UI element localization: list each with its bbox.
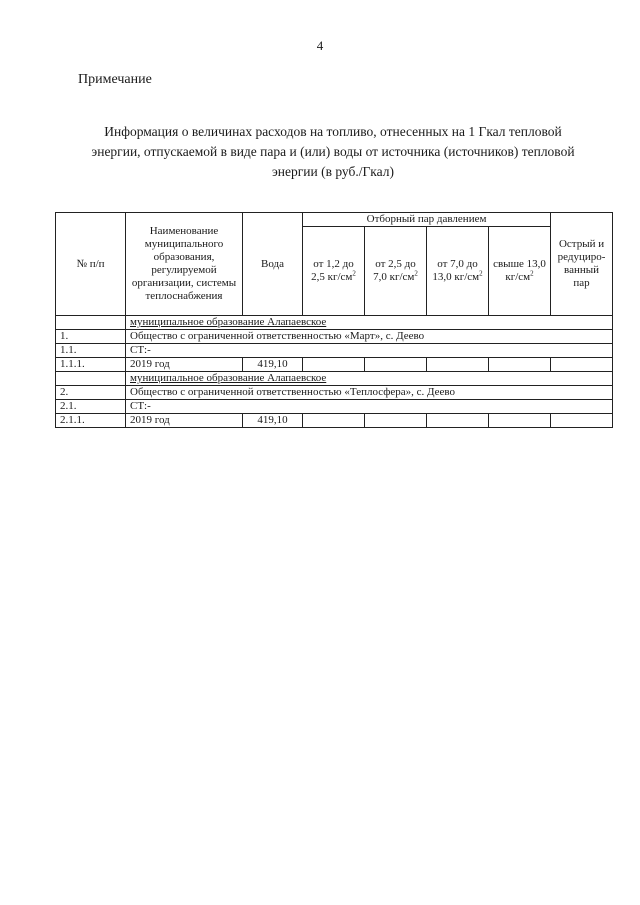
empty-cell: [365, 414, 427, 428]
table-row: [56, 358, 613, 372]
organization-name: Общество с ограниченной ответственностью «Теплосфера», с. Деево: [126, 386, 613, 400]
header-steam-4: свыше 13,0 $кг/см^2$: [489, 227, 551, 316]
header-water: Вода: [243, 213, 303, 316]
row-number: 2.: [56, 386, 126, 400]
row-number: [56, 316, 126, 330]
water-value: 419,10: [243, 414, 303, 428]
page-number: 4: [316, 38, 324, 53]
document-title: Информация о величинах расходов на топливо, отнесенных на 1 Гкал тепловой энергии, отпускаемой в виде пара и (или) воды от источника (источников) тепловой энергии (в руб./Гкал): [91, 124, 575, 179]
municipality-name: муниципальное образование Алапаевское: [126, 372, 613, 386]
fuel-cost-table: [55, 212, 613, 428]
table-row: [56, 386, 613, 400]
empty-cell: [427, 414, 489, 428]
row-number: [56, 372, 126, 386]
empty-cell: [551, 414, 613, 428]
organization-name: СТ:-: [126, 344, 613, 358]
header-steam-2: от 2,5 до 7,0 $кг/см^2$: [365, 227, 427, 316]
empty-cell: [551, 358, 613, 372]
period-label: 2019 год: [126, 414, 243, 428]
row-number: 2.1.1.: [56, 414, 126, 428]
row-number: 1.: [56, 330, 126, 344]
empty-cell: [303, 414, 365, 428]
water-value: 419,10: [243, 358, 303, 372]
empty-cell: [303, 358, 365, 372]
header-steam-3: от 7,0 до 13,0 $кг/см^2$: [427, 227, 489, 316]
table-row: [56, 330, 613, 344]
header-num: № п/п: [56, 213, 126, 316]
row-number: 1.1.1.: [56, 358, 126, 372]
organization-name: СТ:-: [126, 400, 613, 414]
table-row: [56, 400, 613, 414]
header-sharp-steam: Острый и редуциро-ванный пар: [551, 213, 613, 316]
table-row: [56, 414, 613, 428]
row-number: 2.1.: [56, 400, 126, 414]
period-label: 2019 год: [126, 358, 243, 372]
note-label: Примечание: [78, 72, 152, 87]
empty-cell: [427, 358, 489, 372]
header-steam-1: от 1,2 до 2,5 $кг/см^2$: [303, 227, 365, 316]
municipality-name: муниципальное образование Алапаевское: [126, 316, 613, 330]
empty-cell: [365, 358, 427, 372]
table-row: [56, 372, 613, 386]
empty-cell: [489, 358, 551, 372]
table-row: [56, 316, 613, 330]
empty-cell: [489, 414, 551, 428]
organization-name: Общество с ограниченной ответственностью «Март», с. Деево: [126, 330, 613, 344]
header-steam-group: Отборный пар давлением: [303, 213, 551, 227]
row-number: 1.1.: [56, 344, 126, 358]
header-name: Наименование муниципального образования, регулируемой организации, системы теплоснабжения: [126, 213, 243, 316]
table-row: [56, 344, 613, 358]
